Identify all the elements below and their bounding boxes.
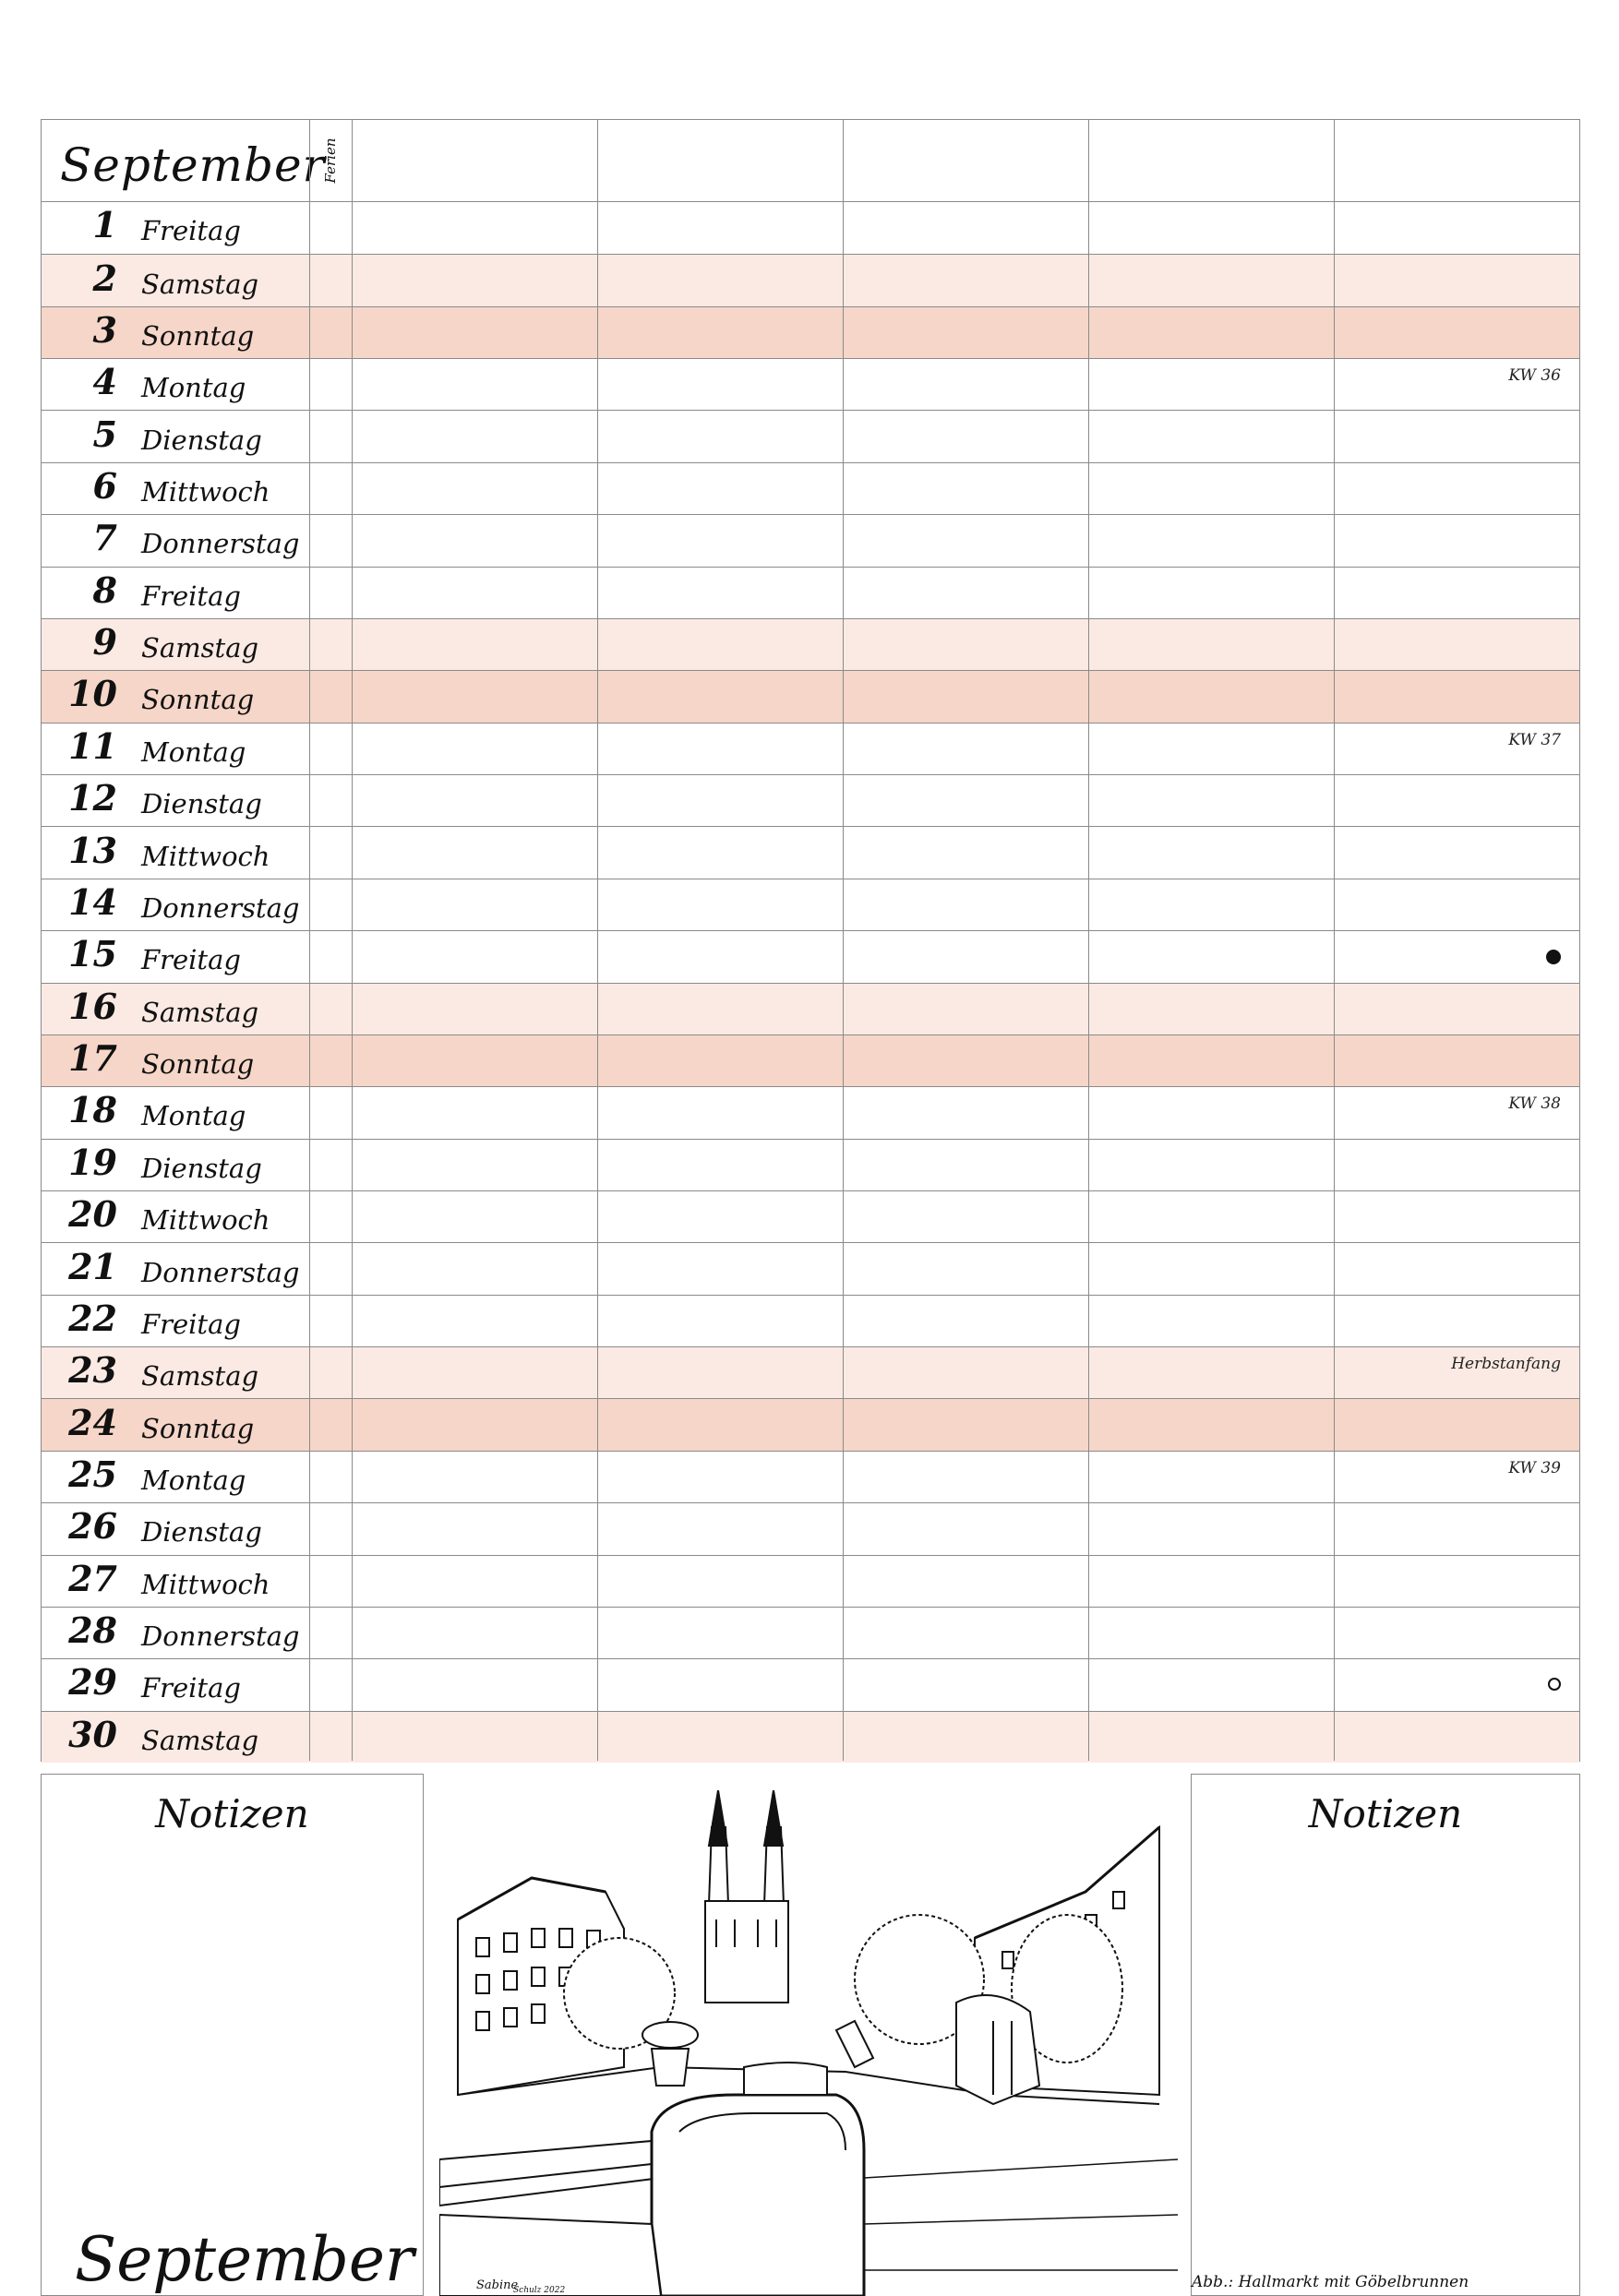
day-name: Sonntag [141, 1048, 255, 1081]
day-note: KW 37 [1508, 730, 1561, 749]
day-row[interactable] [42, 514, 1579, 566]
illustration-signature-sub: Schulz 2022 [513, 2286, 566, 2295]
day-row[interactable] [42, 670, 1579, 722]
day-name: Dienstag [141, 424, 262, 456]
notes-title-left: Notizen [155, 1791, 309, 1836]
day-name: Mittwoch [141, 840, 270, 872]
day-row[interactable] [42, 358, 1579, 410]
day-row[interactable] [42, 774, 1579, 826]
day-number: 29 [68, 1661, 117, 1704]
day-number: 15 [68, 933, 117, 975]
column-divider [352, 120, 353, 1761]
day-number: 5 [92, 413, 117, 455]
day-number: 7 [92, 517, 117, 559]
day-row[interactable] [42, 306, 1579, 358]
day-row[interactable] [42, 1086, 1579, 1138]
footer-month: September [75, 2224, 414, 2295]
day-number: 6 [92, 465, 117, 507]
day-number: 24 [68, 1401, 117, 1443]
day-name: Montag [141, 1100, 246, 1132]
calendar-header [42, 120, 1579, 202]
day-number: 26 [68, 1505, 117, 1548]
day-row[interactable] [42, 410, 1579, 461]
day-name: Dienstag [141, 788, 262, 820]
day-name: Freitag [141, 580, 241, 612]
day-name: Sonntag [141, 684, 255, 716]
day-note: KW 38 [1508, 1094, 1561, 1114]
day-name: Mittwoch [141, 1568, 270, 1600]
day-number: 3 [92, 308, 117, 351]
day-row[interactable] [42, 1242, 1579, 1294]
day-number: 30 [68, 1713, 117, 1755]
day-number: 28 [68, 1609, 117, 1652]
day-row[interactable] [42, 1658, 1579, 1710]
day-number: 12 [68, 777, 117, 819]
day-number: 4 [92, 361, 117, 403]
day-row[interactable] [42, 723, 1579, 774]
illustration-caption: Abb.: Hallmarkt mit Göbelbrunnen [1192, 2273, 1469, 2291]
day-number: 23 [68, 1349, 117, 1392]
ferien-label-text: Ferien [322, 138, 339, 184]
day-row[interactable] [42, 930, 1579, 982]
calendar-grid [41, 119, 1580, 1762]
column-divider [309, 120, 310, 1761]
day-row[interactable] [42, 202, 1579, 254]
day-name: Montag [141, 372, 246, 404]
column-divider [1088, 120, 1089, 1761]
day-number: 11 [68, 724, 117, 767]
day-number: 17 [68, 1037, 117, 1080]
day-number: 1 [92, 204, 117, 246]
day-name: Samstag [141, 632, 259, 664]
day-name: Freitag [141, 1308, 241, 1340]
day-number: 22 [68, 1297, 117, 1339]
day-name: Montag [141, 735, 246, 768]
day-name: Montag [141, 1464, 246, 1496]
day-name: Freitag [141, 215, 241, 247]
day-name: Samstag [141, 1724, 259, 1756]
full-moon-icon [1548, 1678, 1561, 1691]
day-row[interactable] [42, 1190, 1579, 1242]
month-title: September [60, 138, 326, 192]
day-name: Mittwoch [141, 1204, 270, 1237]
day-row[interactable] [42, 618, 1579, 670]
day-row[interactable] [42, 1398, 1579, 1450]
day-name: Dienstag [141, 1152, 262, 1184]
day-name: Samstag [141, 268, 259, 300]
day-name: Dienstag [141, 1516, 262, 1549]
day-row[interactable] [42, 1346, 1579, 1398]
day-note: KW 39 [1508, 1458, 1561, 1477]
day-number: 13 [68, 829, 117, 871]
day-name: Donnerstag [141, 528, 300, 560]
day-name: Sonntag [141, 319, 255, 352]
day-name: Mittwoch [141, 476, 270, 508]
day-row[interactable] [42, 567, 1579, 618]
day-row[interactable] [42, 254, 1579, 305]
day-row[interactable] [42, 879, 1579, 930]
notes-box-right[interactable] [1191, 1774, 1580, 2296]
day-row[interactable] [42, 1555, 1579, 1607]
ferien-column-label [312, 124, 349, 197]
day-row[interactable] [42, 1607, 1579, 1658]
day-row[interactable] [42, 1295, 1579, 1346]
day-row[interactable] [42, 462, 1579, 514]
day-row[interactable] [42, 1034, 1579, 1086]
day-name: Sonntag [141, 1412, 255, 1444]
day-row[interactable] [42, 1451, 1579, 1502]
day-name: Donnerstag [141, 1256, 300, 1288]
column-divider [597, 120, 598, 1761]
day-number: 18 [68, 1089, 117, 1131]
day-number: 19 [68, 1141, 117, 1183]
day-row[interactable] [42, 1139, 1579, 1190]
day-name: Freitag [141, 1672, 241, 1704]
day-number: 14 [68, 880, 117, 923]
day-name: Samstag [141, 1360, 259, 1393]
day-name: Samstag [141, 996, 259, 1028]
day-name: Donnerstag [141, 1620, 300, 1653]
day-row[interactable] [42, 1711, 1579, 1763]
day-number: 21 [68, 1245, 117, 1287]
column-divider [1334, 120, 1335, 1761]
day-name: Freitag [141, 944, 241, 976]
day-row[interactable] [42, 1502, 1579, 1554]
column-divider [843, 120, 844, 1761]
day-note: KW 36 [1508, 366, 1561, 386]
day-number: 9 [92, 621, 117, 664]
day-row[interactable] [42, 826, 1579, 878]
day-number: 8 [92, 568, 117, 611]
illustration-signature: Sabine [476, 2278, 519, 2292]
day-number: 10 [68, 673, 117, 715]
day-number: 27 [68, 1557, 117, 1599]
day-number: 16 [68, 985, 117, 1027]
day-number: 2 [92, 257, 117, 299]
day-note: Herbstanfang [1451, 1355, 1561, 1374]
day-name: Donnerstag [141, 891, 300, 924]
day-row[interactable] [42, 983, 1579, 1034]
day-number: 20 [68, 1193, 117, 1236]
hallmarkt-illustration [439, 1790, 1178, 2296]
notes-box-left[interactable] [41, 1774, 424, 2296]
new-moon-icon [1546, 950, 1561, 964]
day-number: 25 [68, 1453, 117, 1495]
notes-title-right: Notizen [1308, 1791, 1463, 1836]
